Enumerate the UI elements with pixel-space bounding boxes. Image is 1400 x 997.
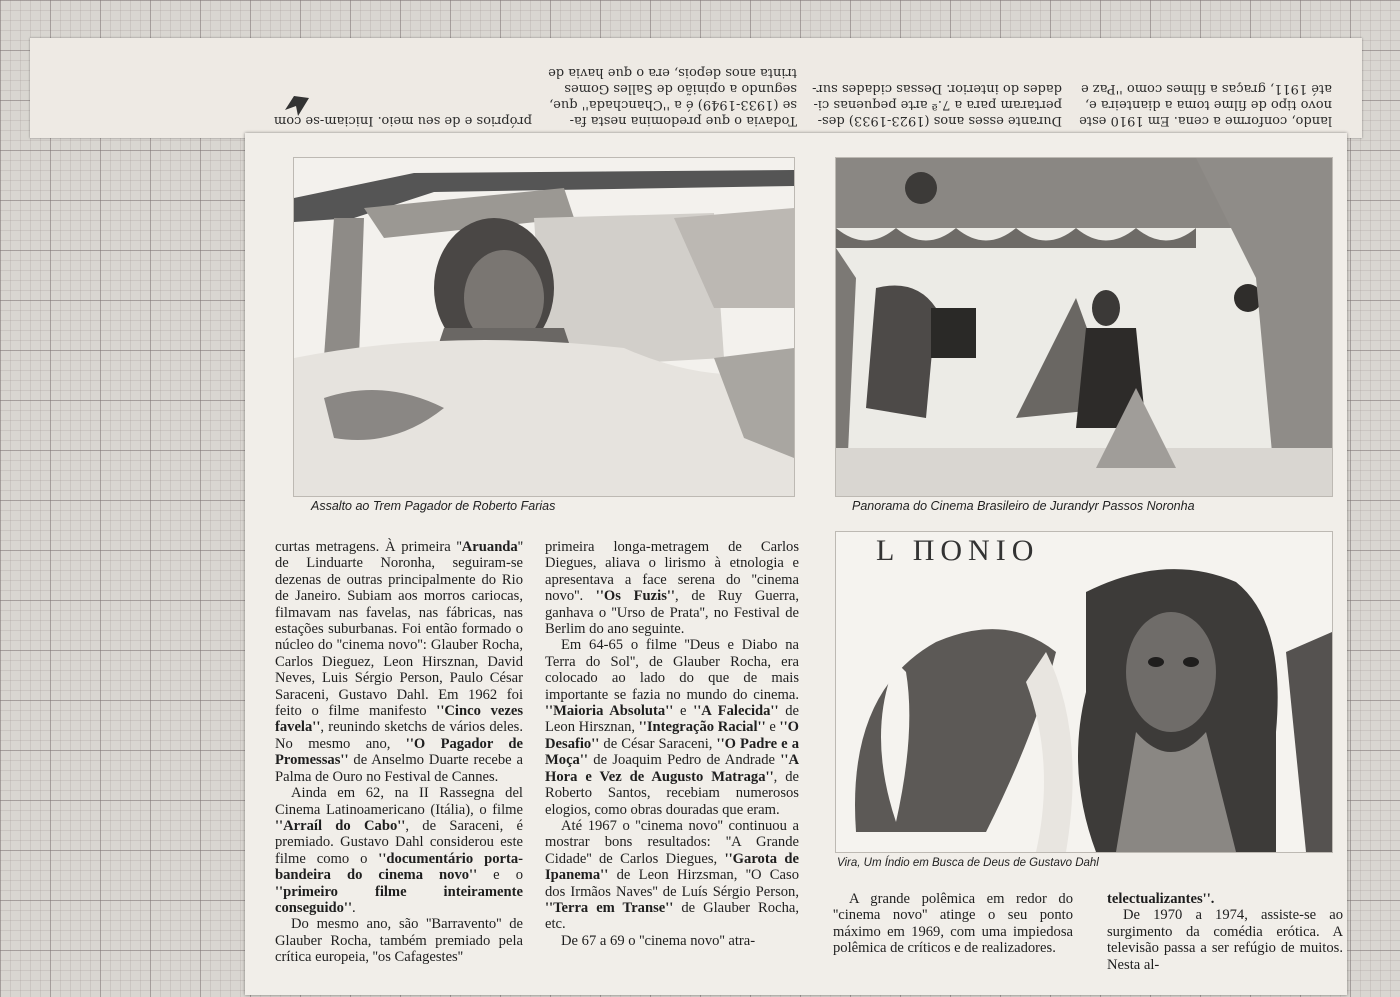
photo-vira-indio — [835, 531, 1333, 853]
caption-bottom: Vira, Um Índio em Busca de Deus de Gustavo Dahl — [837, 857, 1099, 869]
col4-paragraph-1: telectualizantes''. — [1107, 891, 1215, 907]
strip-col2-line3: segundo a opinião de Salles Gomes — [564, 81, 797, 96]
col2-paragraph-2: Em 64-65 o filme ''Deus e Diabo na Terra do Sol'', de Glauber Rocha, era colocado ao lado do que de mais importante se fazia no mundo do cinema. ''Maioria Absoluta'' e ''A Falecida'' de Leon Hirsznan, ''Integração Racial'' e ''O Desafio'' de César Saraceni, ''O Padre e a Moça'' de Joaquim Pedro de Andrade ''A Hora e Vez de Augusto Matraga'', de Roberto Santos, recebiam numerosos elogios, como obras douradas que eram. — [545, 637, 799, 818]
col4-paragraph-2: De 1970 a 1974, assiste-se ao surgimento da comédia erótica. A televisão passa a ser refúgio de muitos. Nesta al- — [1107, 907, 1343, 973]
col1-paragraph-1: curtas metragens. À primeira ''Aruanda'' de Linduarte Noronha, seguiram-se dezenas de outras principalmente do Rio de Janeiro. Subiam aos morros cariocas, filmavam nas favelas, nas fábricas, nas estações suburbanas. Foi então formado o núcleo do ''cinema novo'': Glauber Rocha, Carlos Dieguez, Leon Hirsznan, David Neves, Luis Sérgio Person, Paulo César Saraceni, Gustavo Dahl. Em 1962 foi feito o filme manifesto ''Cinco vezes favela'', reunindo sketchs de vários deles. No mesmo ano, ''O Pagador de Promessas'' de Anselmo Duarte recebe a Palma de Ouro no Festival de Cannes. — [275, 539, 524, 785]
strip-col4-line2: novo tipo de filme toma a dianteira e, — [1084, 97, 1332, 112]
text-column-3 — [833, 891, 1073, 957]
col3-paragraph-1: A grande polêmica em redor do ''cinema novo'' atinge o seu ponto máximo em 1969, com uma impiedosa polêmica de críticos e de realizadores. — [833, 891, 1073, 957]
col2-paragraph-3: Até 1967 o ''cinema novo'' continuou a mostrar bons resultados: ''A Grande Cidade'' de Carlos Diegues, ''Garota de Ipanema'' de Leon Hirzsman, ''O Caso dos Irmãos Naves'' de Luís Sérgio Person, ''Terra em Transe'' de Glauber Rocha, etc. — [545, 817, 799, 933]
strip-col2-line4: trinta anos depois, era o que havia de — [548, 65, 797, 80]
sign-text: L ΠΟΝΙΟ — [876, 534, 1040, 567]
strip-col1-line1: próprios e de seu meio. Iniciam-se com — [273, 113, 532, 128]
text-column-2 — [545, 539, 799, 949]
col1-paragraph-3: Do mesmo ano, são ''Barravento'' de Glauber Rocha, também premiado pela crítica europeia, ''os Cafagestes'' — [275, 916, 523, 966]
upside-down-text-strip — [30, 38, 1362, 138]
strip-col3-line1: Durante esses anos (1923-1933) des- — [817, 113, 1062, 128]
strip-col3-line3: dades do interior. Dessas cidades sur- — [812, 81, 1062, 96]
strip-col4-line3: até 1911, graças a filmes como ''Paz e — [1081, 81, 1332, 96]
strip-col3-line2: pertaram para a 7.ª arte pequenas ci- — [813, 97, 1062, 112]
photo-panorama-cinema — [835, 157, 1333, 497]
col2-paragraph-1: primeira longa-metragem de Carlos Diegues, aliava o lirismo à etnologia e apresentava a face serena do ''cinema novo''. ''Os Fuzis'', de Ruy Guerra, ganhava o ''Urso de Prata'', no Festival de Berlim do ano seguinte. — [545, 539, 800, 638]
strip-col2-line1: Todavia o que predomina nesta fa- — [569, 113, 797, 128]
newspaper-logo-icon — [282, 94, 312, 120]
strip-col2-line2: se (1933-1949) é a ''Chanchada'' que, — [549, 97, 797, 112]
photo-assalto-trem-pagador — [293, 157, 795, 497]
col2-paragraph-4: De 67 a 69 o ''cinema novo'' atra- — [561, 932, 756, 949]
strip-col4-line1: lando, conforme a cena. Em 1910 este — [1079, 113, 1332, 128]
text-column-4 — [1107, 891, 1343, 973]
newspaper-clipping — [245, 133, 1347, 995]
text-column-1 — [275, 539, 523, 966]
caption-left: Assalto ao Trem Pagador de Roberto Farias — [311, 499, 556, 513]
caption-right: Panorama do Cinema Brasileiro de Jurandyr Passos Noronha — [852, 499, 1195, 513]
col1-paragraph-2: Ainda em 62, na II Rassegna del Cinema Latinoamericano (Itália), o filme ''Arraíl do Cabo'', de Saraceni, é premiado. Gustavo Dahl considerou este filme como o ''documentário porta-bandeira do cinema novo'' e o ''primeiro filme inteiramente conseguido''. — [275, 785, 524, 916]
